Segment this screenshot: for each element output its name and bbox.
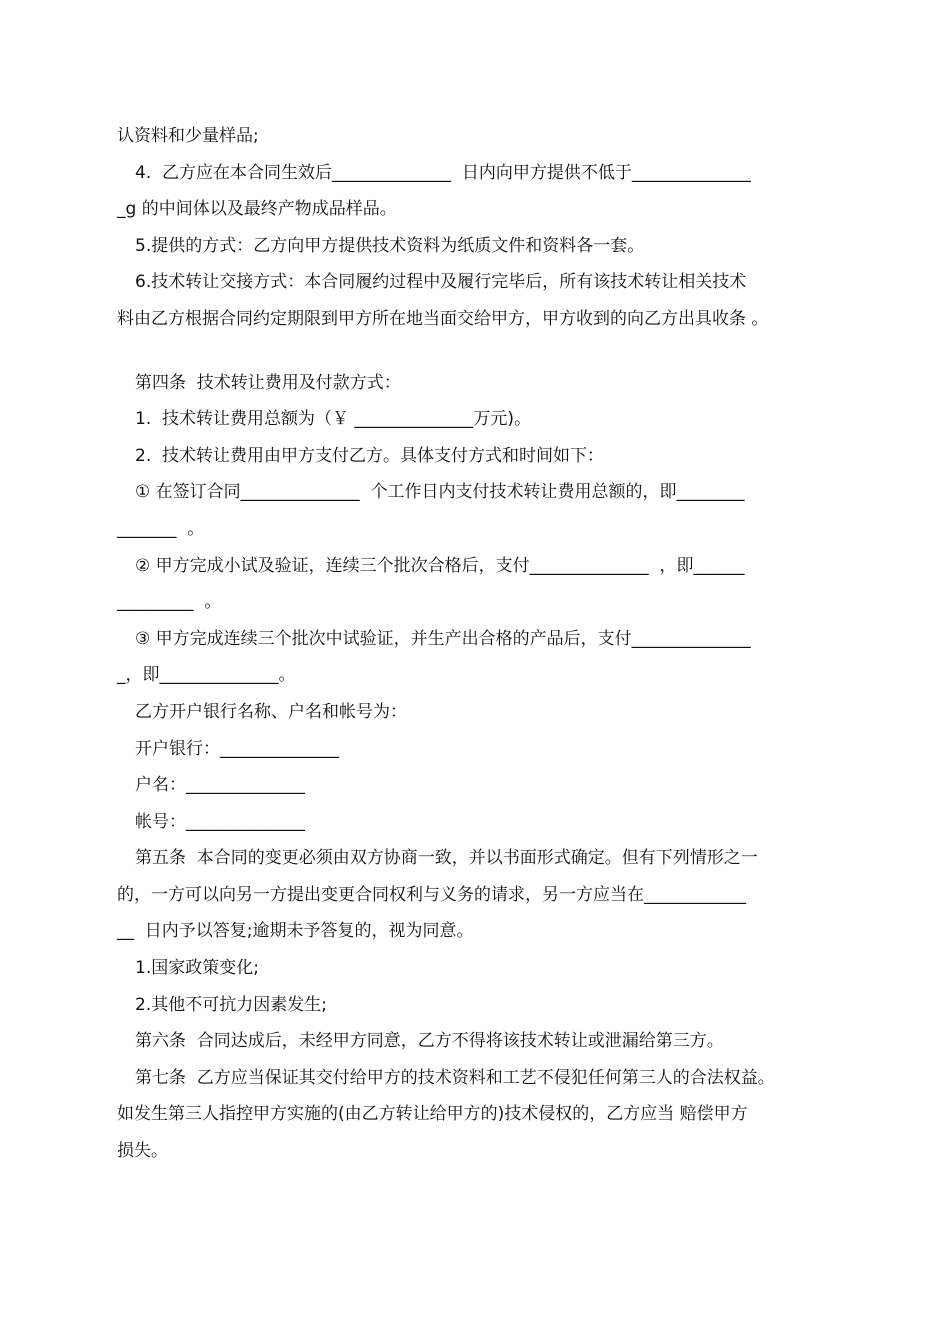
text-line: _，即______________。 bbox=[117, 665, 296, 686]
text-line: 认资料和少量样品; bbox=[117, 126, 259, 146]
clause-item-4: 4. 乙方应在本合同生效后______________ 日内向甲方提供不低于______________ bbox=[135, 162, 751, 183]
text-line: _g 的中间体以及最终产物成品样品。 bbox=[117, 199, 397, 220]
text-line: 损失。 bbox=[117, 1141, 168, 1162]
fee-item-1: 1. 技术转让费用总额为（￥ ______________万元)。 bbox=[135, 409, 532, 430]
fee-item-2: 2. 技术转让费用由甲方支付乙方。具体支付方式和时间如下： bbox=[135, 445, 605, 466]
change-item-1: 1.国家政策变化; bbox=[135, 958, 259, 979]
clause-item-5: 5.提供的方式：乙方向甲方提供技术资料为纸质文件和资料各一套。 bbox=[135, 235, 645, 256]
article-7: 第七条 乙方应当保证其交付给甲方的技术资料和工艺不侵犯任何第三人的合法权益。 bbox=[135, 1067, 775, 1088]
payment-step-2: ② 甲方完成小试及验证，连续三个批次合格后，支付______________ ，即______ bbox=[135, 555, 745, 576]
text-line: 如发生第三人指控甲方实施的(由乙方转让给甲方的)技术侵权的，乙方应当 赔偿甲方 bbox=[117, 1104, 748, 1125]
text-line: _________ 。 bbox=[117, 592, 222, 613]
payment-step-1: ① 在签订合同______________ 个工作日内支付技术转让费用总额的，即________ bbox=[135, 482, 745, 503]
section-spacer bbox=[117, 338, 841, 365]
text-line: _______ 。 bbox=[117, 518, 205, 539]
article-5: 第五条 本合同的变更必须由双方协商一致，并以书面形式确定。但有下列情形之一 bbox=[135, 848, 758, 869]
change-item-2: 2.其他不可抗力因素发生; bbox=[135, 994, 327, 1015]
payment-step-3: ③ 甲方完成连续三个批次中试验证，并生产出合格的产品后，支付______________ bbox=[135, 628, 751, 649]
bank-info-heading: 乙方开户银行名称、户名和帐号为： bbox=[135, 701, 407, 722]
clause-item-6: 6.技术转让交接方式：本合同履约过程中及履行完毕后，所有该技术转让相关技术 bbox=[135, 272, 747, 293]
account-name-field: 户名：______________ bbox=[135, 775, 305, 796]
article-4-heading: 第四条 技术转让费用及付款方式： bbox=[135, 372, 401, 393]
text-line: 的，一方可以向另一方提出变更合同权利与义务的请求，另一方应当在____________ bbox=[117, 884, 746, 905]
article-6: 第六条 合同达成后，未经甲方同意，乙方不得将该技术转让或泄漏给第三方。 bbox=[135, 1031, 724, 1052]
contract-page bbox=[117, 118, 841, 1170]
bank-name-field: 开户银行：______________ bbox=[135, 738, 339, 759]
text-line: 料由乙方根据合同约定期限到甲方所在地当面交给甲方，甲方收到的向乙方出具收条 。 bbox=[117, 308, 769, 329]
account-number-field: 帐号：______________ bbox=[135, 811, 305, 832]
text-line: __ 日内予以答复;逾期未予答复的，视为同意。 bbox=[117, 921, 474, 942]
